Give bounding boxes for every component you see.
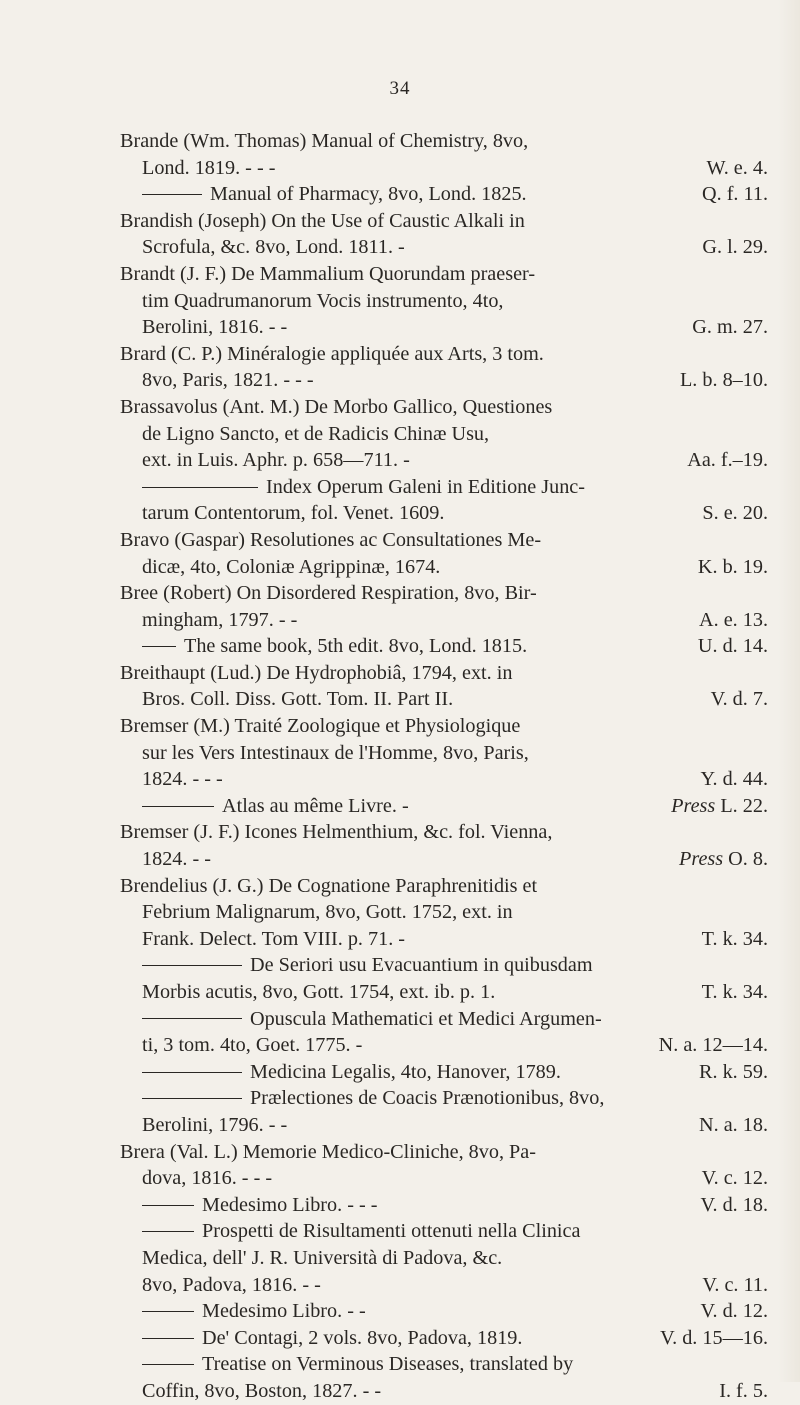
- entry-continuation-line: [120, 155, 768, 182]
- entry-text: The same book, 5th edit. 8vo, Lond. 1815.: [184, 635, 528, 658]
- shelf-mark-value: V. d. 18.: [700, 1193, 768, 1216]
- entry-ditto-line: [120, 474, 768, 501]
- entry-continuation-line: [120, 686, 768, 713]
- shelf-mark: [702, 500, 768, 527]
- shelf-mark-value: V. d. 7.: [710, 688, 768, 711]
- entry-continuation-line: [120, 926, 768, 953]
- entry-text: dova, 1816. - - -: [142, 1167, 273, 1190]
- shelf-mark-value: S. e. 20.: [702, 502, 768, 525]
- entry-text: Breithaupt (Lud.) De Hydrophobiâ, 1794, ext. in: [120, 661, 513, 684]
- shelf-mark-value: A. e. 13.: [699, 608, 768, 631]
- entry-ditto-line: [120, 633, 768, 660]
- entry-text: Bremser (J. F.) Icones Helmenthium, &c. fol. Vienna,: [120, 821, 553, 844]
- entry-heading-line: [120, 873, 768, 900]
- entry-continuation-line: [120, 1272, 768, 1299]
- entry-text: Medesimo Libro. - - -: [202, 1193, 378, 1216]
- shelf-mark-value: T. k. 34.: [701, 981, 768, 1003]
- entry-heading-line: [120, 394, 768, 421]
- ditto-dash: [142, 1311, 194, 1312]
- entry-continuation-line: [120, 607, 768, 634]
- entry-heading-line: [120, 580, 768, 607]
- entry-text: Prælectiones de Coacis Prænotionibus, 8vo,: [250, 1087, 605, 1110]
- entry-heading-line: [120, 1139, 768, 1166]
- shelf-mark-value: N. a. 18.: [699, 1113, 768, 1136]
- press-label: Press: [679, 848, 724, 871]
- entry-text: Treatise on Verminous Diseases, translated by: [202, 1353, 574, 1376]
- entry-text: Bree (Robert) On Disordered Respiration, 8vo, Bir-: [120, 582, 537, 605]
- shelf-mark: [702, 1165, 768, 1192]
- entry-heading-line: [120, 128, 768, 155]
- shelf-mark-value: Q. f. 11.: [702, 183, 768, 206]
- entry-text: Lond. 1819. - - -: [142, 156, 276, 179]
- shelf-mark-value: L. b. 8–10.: [679, 369, 768, 392]
- entry-text: Coffin, 8vo, Boston, 1827. - -: [142, 1379, 382, 1402]
- shelf-mark-value: W. e. 4.: [706, 156, 768, 179]
- entry-text: Frank. Delect. Tom VIII. p. 71. -: [142, 927, 406, 950]
- entry-text: Brandt (J. F.) De Mammalium Quorundam praeser-: [120, 262, 536, 285]
- shelf-mark: [660, 1325, 768, 1352]
- shelf-mark: [699, 1059, 768, 1086]
- entry-ditto-line: [120, 1192, 768, 1219]
- entry-ditto-line: [120, 1298, 768, 1325]
- shelf-mark: [698, 633, 768, 660]
- entry-text: De' Contagi, 2 vols. 8vo, Padova, 1819.: [202, 1326, 523, 1349]
- entry-text: 8vo, Paris, 1821. - - -: [142, 369, 314, 392]
- ditto-dash: [142, 487, 258, 488]
- shelf-mark: [699, 1112, 768, 1139]
- shelf-mark: [701, 766, 769, 793]
- entry-continuation-line: [120, 846, 768, 873]
- entry-text: Berolini, 1796. - -: [142, 1113, 288, 1136]
- shelf-mark-value: I. f. 5.: [719, 1379, 768, 1402]
- ditto-dash: [142, 1205, 194, 1206]
- entry-continuation-line: [120, 1112, 768, 1139]
- shelf-mark-value: V. d. 15—16.: [660, 1326, 768, 1349]
- entry-ditto-line: [120, 793, 768, 820]
- entry-text: 1824. - -: [142, 848, 211, 871]
- entry-continuation-line: [120, 314, 768, 341]
- shelf-mark-value: U. d. 14.: [697, 635, 768, 658]
- entry-text: Atlas au même Livre. -: [222, 794, 409, 817]
- shelf-mark: [701, 1192, 769, 1219]
- entry-text: Brassavolus (Ant. M.) De Morbo Gallico, Questiones: [120, 395, 553, 418]
- entry-ditto-line: [120, 181, 768, 208]
- shelf-mark-value: Aa. f.–19.: [687, 449, 768, 472]
- entry-text: Febrium Malignarum, 8vo, Gott. 1752, ext. in: [142, 901, 513, 924]
- entry-text: Bravo (Gaspar) Resolutiones ac Consultationes Me-: [120, 528, 542, 551]
- entry-ditto-line: [120, 1085, 768, 1112]
- entry-text: Manual of Pharmacy, 8vo, Lond. 1825.: [210, 183, 527, 206]
- shelf-mark-value: L. 22.: [720, 794, 768, 817]
- entry-text: dicæ, 4to, Coloniæ Agrippinæ, 1674.: [142, 555, 441, 578]
- shelf-mark-value: O. 8.: [728, 848, 768, 871]
- entry-text: de Ligno Sancto, et de Radicis Chinæ Usu,: [142, 422, 490, 445]
- page-number: 34: [389, 78, 411, 99]
- entry-continuation-line: [120, 288, 768, 315]
- shelf-mark: [702, 181, 768, 208]
- entry-text: sur les Vers Intestinaux de l'Homme, 8vo, Paris,: [142, 741, 529, 764]
- entry-continuation-line: [120, 554, 768, 581]
- entry-heading-line: [120, 819, 768, 846]
- entry-continuation-line: [120, 447, 768, 474]
- entry-ditto-line: [120, 1218, 768, 1245]
- ditto-dash: [142, 1072, 242, 1073]
- shelf-mark: [671, 793, 768, 820]
- entry-ditto-line: [120, 952, 768, 979]
- entry-heading-line: [120, 713, 768, 740]
- entry-text: 1824. - - -: [142, 768, 223, 791]
- ditto-dash: [142, 1018, 242, 1019]
- entry-continuation-line: [120, 979, 768, 1006]
- shelf-mark-value: G. l. 29.: [702, 236, 768, 259]
- entry-ditto-line: [120, 1351, 768, 1378]
- entry-heading-line: [120, 341, 768, 368]
- entry-continuation-line: [120, 740, 768, 767]
- entry-continuation-line: [120, 500, 768, 527]
- ditto-dash: [142, 965, 242, 966]
- shelf-mark-value: T. k. 34.: [701, 927, 768, 950]
- shelf-mark-value: V. c. 11.: [702, 1273, 768, 1296]
- entry-text: Brera (Val. L.) Memorie Medico-Cliniche, 8vo, Pa-: [120, 1140, 536, 1163]
- entry-text: Opuscula Mathematici et Medici Argumen-: [250, 1007, 602, 1030]
- entry-text: ext. in Luis. Aphr. p. 658—711. -: [142, 449, 410, 472]
- entry-text: Berolini, 1816. - -: [142, 316, 288, 339]
- entry-ditto-line: [120, 1006, 768, 1033]
- shelf-mark-value: V. d. 12.: [700, 1300, 768, 1323]
- entry-text: Medesimo Libro. - -: [202, 1300, 366, 1323]
- entry-text: mingham, 1797. - -: [142, 608, 298, 631]
- catalogue-entries: [120, 128, 768, 1405]
- entry-text: Medicina Legalis, 4to, Hanover, 1789.: [250, 1060, 561, 1083]
- shelf-mark: [659, 1032, 768, 1059]
- ditto-dash: [142, 194, 202, 195]
- entry-text: tim Quadrumanorum Vocis instrumento, 4to,: [142, 289, 504, 312]
- shelf-mark: [680, 367, 768, 394]
- entry-heading-line: [120, 261, 768, 288]
- entry-text: De Seriori usu Evacuantium in quibusdam: [250, 954, 593, 977]
- shelf-mark: [702, 1272, 768, 1299]
- entry-text: 8vo, Padova, 1816. - -: [142, 1273, 321, 1296]
- entry-text: Brandish (Joseph) On the Use of Caustic Alkali in: [120, 209, 525, 232]
- entry-text: Scrofula, &c. 8vo, Lond. 1811. -: [142, 236, 405, 259]
- entry-heading-line: [120, 527, 768, 554]
- ditto-dash: [142, 1338, 194, 1339]
- shelf-mark: [702, 234, 768, 261]
- shelf-mark-value: V. c. 12.: [701, 1167, 768, 1190]
- entry-ditto-line: [120, 1059, 768, 1086]
- entry-text: Prospetti de Risultamenti ottenuti nella Clinica: [202, 1220, 581, 1243]
- entry-text: ti, 3 tom. 4to, Goet. 1775. -: [142, 1034, 363, 1057]
- shelf-mark-value: G. m. 27.: [692, 316, 768, 339]
- entry-continuation-line: [120, 367, 768, 394]
- ditto-dash: [142, 1231, 194, 1232]
- ditto-dash: [142, 1098, 242, 1099]
- shelf-mark: [687, 447, 768, 474]
- entry-text: tarum Contentorum, fol. Venet. 1609.: [142, 502, 445, 525]
- shelf-mark: [699, 607, 768, 634]
- entry-heading-line: [120, 660, 768, 687]
- entry-continuation-line: [120, 899, 768, 926]
- entry-text: Bremser (M.) Traité Zoologique et Physiologique: [120, 715, 521, 738]
- entry-text: Brard (C. P.) Minéralogie appliquée aux Arts, 3 tom.: [120, 342, 544, 365]
- shelf-mark: [707, 155, 769, 182]
- entry-continuation-line: [120, 766, 768, 793]
- entry-continuation-line: [120, 421, 768, 448]
- entry-text: Morbis acutis, 8vo, Gott. 1754, ext. ib. p. 1.: [142, 981, 496, 1003]
- entry-heading-line: [120, 208, 768, 235]
- shelf-mark: [698, 554, 768, 581]
- entry-ditto-line: [120, 1325, 768, 1352]
- shelf-mark: [679, 846, 768, 873]
- entry-text: Brande (Wm. Thomas) Manual of Chemistry, 8vo,: [120, 130, 529, 152]
- entry-continuation-line: [120, 1032, 768, 1059]
- shelf-mark-value: K. b. 19.: [697, 555, 768, 578]
- shelf-mark: [702, 926, 768, 953]
- ditto-dash: [142, 1364, 194, 1365]
- entry-text: Medica, dell' J. R. Università di Padova, &c.: [142, 1246, 503, 1269]
- page-edge-shading: [778, 0, 800, 1382]
- entry-text: Bros. Coll. Diss. Gott. Tom. II. Part II.: [142, 688, 454, 711]
- shelf-mark: [701, 1298, 769, 1325]
- entry-text: Brendelius (J. G.) De Cognatione Paraphrenitidis et: [120, 874, 538, 897]
- entry-continuation-line: [120, 234, 768, 261]
- shelf-mark-value: Y. d. 44.: [700, 768, 768, 791]
- entry-continuation-line: [120, 1165, 768, 1192]
- shelf-mark: [711, 686, 768, 713]
- shelf-mark-value: N. a. 12—14.: [658, 1034, 768, 1057]
- press-label: Press: [671, 794, 716, 817]
- entry-text: Index Operum Galeni in Editione Junc-: [266, 475, 585, 498]
- ditto-dash: [142, 646, 176, 647]
- shelf-mark: [702, 979, 768, 1006]
- ditto-dash: [142, 806, 214, 807]
- shelf-mark-value: R. k. 59.: [699, 1060, 768, 1083]
- entry-continuation-line: [120, 1245, 768, 1272]
- shelf-mark: [692, 314, 768, 341]
